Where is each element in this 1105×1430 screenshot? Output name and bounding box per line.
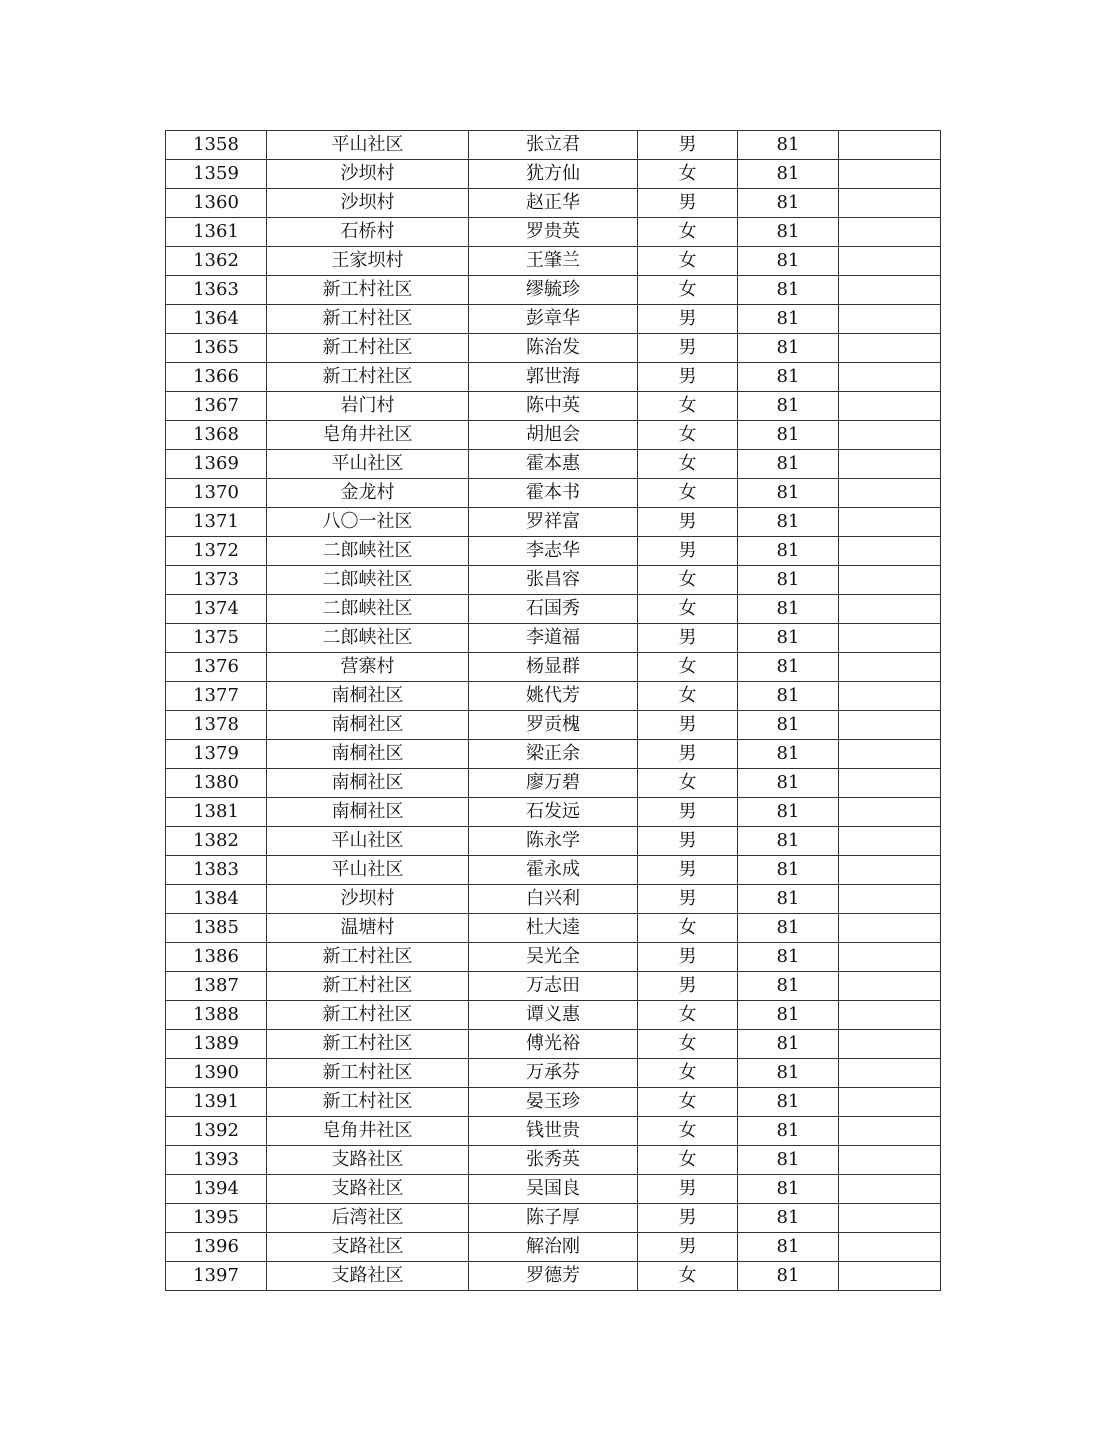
cell-age: 81 — [738, 682, 839, 711]
cell-name: 杨显群 — [469, 653, 638, 682]
cell-gender: 男 — [638, 740, 738, 769]
table-row — [166, 653, 941, 682]
table-row — [166, 363, 941, 392]
cell-community: 二郎峡社区 — [267, 595, 469, 624]
cell-number: 1374 — [166, 595, 267, 624]
cell-age: 81 — [738, 247, 839, 276]
cell-name: 钱世贵 — [469, 1117, 638, 1146]
cell-gender: 男 — [638, 131, 738, 160]
cell-number: 1361 — [166, 218, 267, 247]
table-row — [166, 566, 941, 595]
table-row — [166, 943, 941, 972]
cell-gender: 女 — [638, 653, 738, 682]
cell-note — [839, 392, 941, 421]
cell-gender: 男 — [638, 943, 738, 972]
cell-number: 1397 — [166, 1262, 267, 1291]
cell-gender: 女 — [638, 682, 738, 711]
cell-note — [839, 624, 941, 653]
cell-gender: 女 — [638, 392, 738, 421]
cell-age: 81 — [738, 218, 839, 247]
cell-gender: 男 — [638, 885, 738, 914]
cell-number: 1367 — [166, 392, 267, 421]
cell-note — [839, 827, 941, 856]
cell-gender: 男 — [638, 624, 738, 653]
table-row — [166, 1175, 941, 1204]
cell-community: 支路社区 — [267, 1233, 469, 1262]
table-row — [166, 1059, 941, 1088]
cell-community: 新工村社区 — [267, 1059, 469, 1088]
cell-age: 81 — [738, 421, 839, 450]
cell-name: 胡旭会 — [469, 421, 638, 450]
cell-number: 1366 — [166, 363, 267, 392]
table-row — [166, 798, 941, 827]
cell-name: 石发远 — [469, 798, 638, 827]
cell-number: 1358 — [166, 131, 267, 160]
cell-note — [839, 943, 941, 972]
cell-age: 81 — [738, 827, 839, 856]
cell-community: 平山社区 — [267, 827, 469, 856]
cell-note — [839, 1175, 941, 1204]
cell-note — [839, 189, 941, 218]
cell-number: 1364 — [166, 305, 267, 334]
cell-age: 81 — [738, 1233, 839, 1262]
cell-age: 81 — [738, 305, 839, 334]
cell-name: 谭义惠 — [469, 1001, 638, 1030]
cell-number: 1383 — [166, 856, 267, 885]
cell-age: 81 — [738, 334, 839, 363]
cell-community: 王家坝村 — [267, 247, 469, 276]
cell-name: 李道福 — [469, 624, 638, 653]
cell-age: 81 — [738, 914, 839, 943]
table-row — [166, 450, 941, 479]
cell-community: 新工村社区 — [267, 1088, 469, 1117]
table-row — [166, 1204, 941, 1233]
cell-community: 沙坝村 — [267, 189, 469, 218]
cell-gender: 男 — [638, 1175, 738, 1204]
cell-gender: 女 — [638, 218, 738, 247]
table-row — [166, 769, 941, 798]
cell-number: 1377 — [166, 682, 267, 711]
cell-community: 支路社区 — [267, 1146, 469, 1175]
cell-gender: 女 — [638, 566, 738, 595]
cell-name: 吴国良 — [469, 1175, 638, 1204]
cell-community: 沙坝村 — [267, 160, 469, 189]
cell-community: 南桐社区 — [267, 682, 469, 711]
cell-note — [839, 1204, 941, 1233]
table-row — [166, 247, 941, 276]
cell-note — [839, 160, 941, 189]
cell-community: 南桐社区 — [267, 740, 469, 769]
table-row — [166, 1146, 941, 1175]
cell-number: 1387 — [166, 972, 267, 1001]
cell-gender: 男 — [638, 1204, 738, 1233]
cell-community: 支路社区 — [267, 1262, 469, 1291]
cell-note — [839, 856, 941, 885]
cell-gender: 男 — [638, 827, 738, 856]
cell-number: 1395 — [166, 1204, 267, 1233]
cell-gender: 男 — [638, 972, 738, 1001]
cell-age: 81 — [738, 972, 839, 1001]
cell-number: 1360 — [166, 189, 267, 218]
cell-age: 81 — [738, 189, 839, 218]
cell-gender: 男 — [638, 798, 738, 827]
cell-note — [839, 740, 941, 769]
cell-community: 二郎峡社区 — [267, 624, 469, 653]
cell-gender: 女 — [638, 769, 738, 798]
cell-community: 新工村社区 — [267, 334, 469, 363]
cell-number: 1371 — [166, 508, 267, 537]
cell-age: 81 — [738, 1088, 839, 1117]
table-row — [166, 131, 941, 160]
cell-community: 石桥村 — [267, 218, 469, 247]
cell-note — [839, 1088, 941, 1117]
cell-name: 白兴利 — [469, 885, 638, 914]
cell-age: 81 — [738, 363, 839, 392]
cell-note — [839, 508, 941, 537]
cell-name: 罗贵英 — [469, 218, 638, 247]
cell-name: 彭章华 — [469, 305, 638, 334]
cell-gender: 女 — [638, 1146, 738, 1175]
cell-community: 平山社区 — [267, 856, 469, 885]
cell-age: 81 — [738, 450, 839, 479]
cell-name: 梁正余 — [469, 740, 638, 769]
cell-note — [839, 1262, 941, 1291]
cell-community: 金龙村 — [267, 479, 469, 508]
cell-gender: 男 — [638, 1233, 738, 1262]
cell-gender: 男 — [638, 189, 738, 218]
table-row — [166, 856, 941, 885]
cell-community: 皂角井社区 — [267, 1117, 469, 1146]
cell-gender: 女 — [638, 595, 738, 624]
cell-gender: 男 — [638, 856, 738, 885]
cell-name: 李志华 — [469, 537, 638, 566]
cell-gender: 女 — [638, 914, 738, 943]
cell-note — [839, 537, 941, 566]
cell-number: 1372 — [166, 537, 267, 566]
cell-age: 81 — [738, 856, 839, 885]
cell-community: 后湾社区 — [267, 1204, 469, 1233]
cell-gender: 女 — [638, 247, 738, 276]
cell-community: 沙坝村 — [267, 885, 469, 914]
cell-age: 81 — [738, 1262, 839, 1291]
cell-community: 营寨村 — [267, 653, 469, 682]
cell-note — [839, 769, 941, 798]
cell-note — [839, 798, 941, 827]
cell-name: 霍永成 — [469, 856, 638, 885]
cell-number: 1382 — [166, 827, 267, 856]
cell-age: 81 — [738, 479, 839, 508]
cell-note — [839, 1001, 941, 1030]
cell-number: 1388 — [166, 1001, 267, 1030]
cell-community: 皂角井社区 — [267, 421, 469, 450]
cell-number: 1365 — [166, 334, 267, 363]
cell-community: 二郎峡社区 — [267, 537, 469, 566]
cell-community: 温塘村 — [267, 914, 469, 943]
cell-age: 81 — [738, 653, 839, 682]
cell-age: 81 — [738, 769, 839, 798]
cell-community: 新工村社区 — [267, 943, 469, 972]
cell-number: 1370 — [166, 479, 267, 508]
cell-name: 郭世海 — [469, 363, 638, 392]
cell-age: 81 — [738, 798, 839, 827]
cell-age: 81 — [738, 131, 839, 160]
cell-community: 南桐社区 — [267, 798, 469, 827]
cell-name: 缪毓珍 — [469, 276, 638, 305]
cell-gender: 男 — [638, 508, 738, 537]
table-row — [166, 624, 941, 653]
cell-age: 81 — [738, 1001, 839, 1030]
cell-name: 陈中英 — [469, 392, 638, 421]
cell-name: 赵正华 — [469, 189, 638, 218]
table-row — [166, 1030, 941, 1059]
cell-age: 81 — [738, 624, 839, 653]
cell-number: 1376 — [166, 653, 267, 682]
cell-gender: 女 — [638, 1030, 738, 1059]
cell-gender: 男 — [638, 537, 738, 566]
cell-number: 1393 — [166, 1146, 267, 1175]
cell-gender: 女 — [638, 1262, 738, 1291]
cell-name: 犹方仙 — [469, 160, 638, 189]
cell-number: 1373 — [166, 566, 267, 595]
cell-number: 1394 — [166, 1175, 267, 1204]
cell-age: 81 — [738, 711, 839, 740]
cell-number: 1380 — [166, 769, 267, 798]
cell-name: 张昌容 — [469, 566, 638, 595]
table-row — [166, 595, 941, 624]
cell-number: 1368 — [166, 421, 267, 450]
cell-note — [839, 1030, 941, 1059]
cell-gender: 女 — [638, 1059, 738, 1088]
cell-note — [839, 972, 941, 1001]
table-row — [166, 740, 941, 769]
cell-name: 姚代芳 — [469, 682, 638, 711]
cell-community: 平山社区 — [267, 450, 469, 479]
cell-gender: 女 — [638, 276, 738, 305]
cell-age: 81 — [738, 1175, 839, 1204]
cell-name: 廖万碧 — [469, 769, 638, 798]
cell-number: 1396 — [166, 1233, 267, 1262]
cell-name: 石国秀 — [469, 595, 638, 624]
cell-name: 张立君 — [469, 131, 638, 160]
cell-gender: 女 — [638, 421, 738, 450]
cell-note — [839, 682, 941, 711]
table-row — [166, 305, 941, 334]
cell-community: 新工村社区 — [267, 276, 469, 305]
cell-note — [839, 247, 941, 276]
table-row — [166, 189, 941, 218]
cell-name: 陈治发 — [469, 334, 638, 363]
table-row — [166, 1088, 941, 1117]
roster-table-body — [166, 131, 941, 1291]
table-row — [166, 508, 941, 537]
cell-gender: 男 — [638, 711, 738, 740]
cell-number: 1384 — [166, 885, 267, 914]
table-row — [166, 421, 941, 450]
cell-note — [839, 131, 941, 160]
cell-gender: 男 — [638, 363, 738, 392]
cell-community: 岩门村 — [267, 392, 469, 421]
cell-name: 罗祥富 — [469, 508, 638, 537]
cell-number: 1375 — [166, 624, 267, 653]
cell-name: 万志田 — [469, 972, 638, 1001]
table-row — [166, 479, 941, 508]
cell-number: 1379 — [166, 740, 267, 769]
cell-note — [839, 218, 941, 247]
table-row — [166, 914, 941, 943]
cell-number: 1386 — [166, 943, 267, 972]
cell-note — [839, 1233, 941, 1262]
cell-name: 傅光裕 — [469, 1030, 638, 1059]
cell-community: 新工村社区 — [267, 1030, 469, 1059]
cell-age: 81 — [738, 508, 839, 537]
cell-name: 杜大逵 — [469, 914, 638, 943]
cell-age: 81 — [738, 595, 839, 624]
cell-community: 平山社区 — [267, 131, 469, 160]
cell-age: 81 — [738, 392, 839, 421]
cell-age: 81 — [738, 1030, 839, 1059]
cell-community: 新工村社区 — [267, 1001, 469, 1030]
cell-number: 1392 — [166, 1117, 267, 1146]
table-row — [166, 1117, 941, 1146]
cell-name: 张秀英 — [469, 1146, 638, 1175]
cell-name: 万承芬 — [469, 1059, 638, 1088]
cell-note — [839, 653, 941, 682]
cell-community: 新工村社区 — [267, 305, 469, 334]
table-row — [166, 537, 941, 566]
table-row — [166, 392, 941, 421]
table-row — [166, 160, 941, 189]
cell-age: 81 — [738, 740, 839, 769]
roster-table — [165, 130, 941, 1291]
table-row — [166, 1001, 941, 1030]
table-row — [166, 276, 941, 305]
cell-age: 81 — [738, 1204, 839, 1233]
cell-number: 1378 — [166, 711, 267, 740]
cell-name: 陈子厚 — [469, 1204, 638, 1233]
cell-note — [839, 885, 941, 914]
cell-gender: 女 — [638, 450, 738, 479]
cell-number: 1362 — [166, 247, 267, 276]
table-row — [166, 682, 941, 711]
cell-age: 81 — [738, 537, 839, 566]
cell-age: 81 — [738, 885, 839, 914]
cell-community: 新工村社区 — [267, 363, 469, 392]
cell-number: 1391 — [166, 1088, 267, 1117]
cell-note — [839, 711, 941, 740]
cell-note — [839, 1117, 941, 1146]
table-row — [166, 827, 941, 856]
cell-gender: 男 — [638, 334, 738, 363]
cell-age: 81 — [738, 943, 839, 972]
cell-community: 南桐社区 — [267, 769, 469, 798]
cell-number: 1369 — [166, 450, 267, 479]
cell-gender: 女 — [638, 479, 738, 508]
cell-note — [839, 479, 941, 508]
cell-community: 八〇一社区 — [267, 508, 469, 537]
cell-gender: 女 — [638, 1117, 738, 1146]
cell-age: 81 — [738, 276, 839, 305]
cell-name: 罗德芳 — [469, 1262, 638, 1291]
cell-name: 晏玉珍 — [469, 1088, 638, 1117]
cell-age: 81 — [738, 160, 839, 189]
cell-number: 1389 — [166, 1030, 267, 1059]
cell-name: 罗贡槐 — [469, 711, 638, 740]
cell-note — [839, 914, 941, 943]
cell-gender: 女 — [638, 1001, 738, 1030]
cell-number: 1385 — [166, 914, 267, 943]
table-row — [166, 1233, 941, 1262]
cell-note — [839, 363, 941, 392]
table-row — [166, 711, 941, 740]
cell-note — [839, 595, 941, 624]
cell-name: 王肇兰 — [469, 247, 638, 276]
cell-community: 南桐社区 — [267, 711, 469, 740]
cell-number: 1363 — [166, 276, 267, 305]
cell-age: 81 — [738, 1059, 839, 1088]
cell-age: 81 — [738, 566, 839, 595]
cell-note — [839, 276, 941, 305]
cell-name: 霍本惠 — [469, 450, 638, 479]
table-row — [166, 334, 941, 363]
cell-age: 81 — [738, 1117, 839, 1146]
cell-name: 陈永学 — [469, 827, 638, 856]
cell-name: 霍本书 — [469, 479, 638, 508]
cell-note — [839, 334, 941, 363]
cell-note — [839, 305, 941, 334]
cell-number: 1359 — [166, 160, 267, 189]
cell-note — [839, 566, 941, 595]
cell-gender: 女 — [638, 160, 738, 189]
cell-note — [839, 1059, 941, 1088]
table-row — [166, 218, 941, 247]
cell-community: 新工村社区 — [267, 972, 469, 1001]
cell-gender: 女 — [638, 1088, 738, 1117]
cell-gender: 男 — [638, 305, 738, 334]
cell-age: 81 — [738, 1146, 839, 1175]
cell-number: 1381 — [166, 798, 267, 827]
table-row — [166, 885, 941, 914]
cell-note — [839, 1146, 941, 1175]
cell-number: 1390 — [166, 1059, 267, 1088]
cell-name: 吴光全 — [469, 943, 638, 972]
cell-name: 解治刚 — [469, 1233, 638, 1262]
cell-note — [839, 421, 941, 450]
table-row — [166, 972, 941, 1001]
cell-community: 二郎峡社区 — [267, 566, 469, 595]
table-row — [166, 1262, 941, 1291]
cell-community: 支路社区 — [267, 1175, 469, 1204]
cell-note — [839, 450, 941, 479]
